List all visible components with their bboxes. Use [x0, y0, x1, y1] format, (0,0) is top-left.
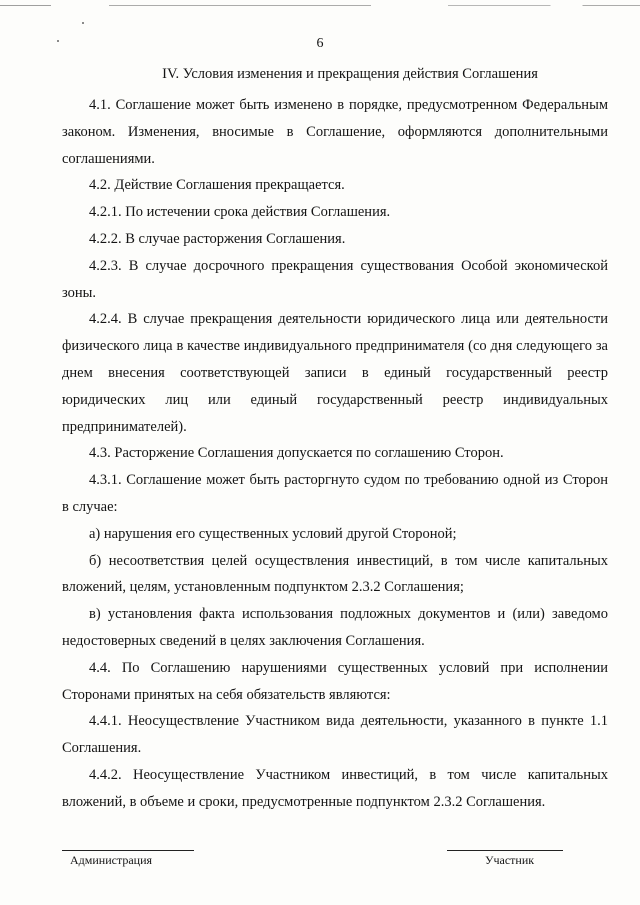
- signature-line-administration: [62, 850, 194, 851]
- paragraph-4-4: 4.4. По Соглашению нарушениями существенных условий при исполнении Сторонами принятых на себя обязательств являются:: [62, 659, 608, 703]
- signature-block: [62, 840, 608, 880]
- paragraph-4-1: 4.1. Соглашение может быть изменено в порядке, предусмотренном Федеральным законом. Изменения, вносимые в Соглашение, оформляются дополнительными соглашениями.: [62, 97, 608, 167]
- page-number: 6: [316, 36, 324, 51]
- paragraph-4-2-4: 4.2.4. В случае прекращения деятельности юридического лица или деятельности физического лица в качестве индивидуального предпринимателя (со дня следующего за днем внесения соответствующей записи в единый государственный реестр юридических лиц или единый государственный реестр индивидуальных предпринимателей).: [62, 311, 608, 435]
- paragraph-4-3-1: 4.3.1. Соглашение может быть расторгнуто судом по требованию одной из Сторон в случае:: [62, 472, 608, 515]
- paragraph-4-4-1: 4.4.1. Неосуществление Участником вида деятельности, указанного в пункте 1.1 Соглашения.: [62, 713, 608, 757]
- paragraph-4-2: 4.2. Действие Соглашения прекращается.: [89, 177, 345, 194]
- scan-edge-line: [0, 5, 640, 6]
- signature-label-administration: Администрация: [70, 853, 153, 867]
- paragraph-4-3: 4.3. Расторжение Соглашения допускается по соглашению Сторон.: [89, 445, 504, 462]
- section-title: IV. Условия изменения и прекращения действия Соглашения: [162, 66, 538, 82]
- paragraph-4-2-3: 4.2.3. В случае досрочного прекращения существования Особой экономической зоны.: [62, 257, 608, 301]
- paragraph-4-2-1: 4.2.1. По истечении срока действия Соглашения.: [89, 204, 391, 221]
- paragraph-4-2-2: 4.2.2. В случае расторжения Соглашения.: [89, 230, 346, 247]
- scan-speck: [82, 22, 84, 24]
- document-body: [62, 92, 608, 816]
- list-item-b: б) несоответствия целей осуществления инвестиций, в том числе капитальных вложений, целям, установленным подпунктом 2.3.2 Соглашения;: [62, 552, 608, 596]
- signature-label-participant: Участник: [485, 853, 535, 867]
- signature-line-participant: [447, 850, 563, 851]
- list-item-a: а) нарушения его существенных условий другой Стороной;: [89, 525, 457, 542]
- paragraph-4-4-2: 4.4.2. Неосуществление Участником инвестиций, в том числе капитальных вложений, в объеме и сроки, предусмотренные подпунктом 2.3.2 Соглашения.: [62, 766, 608, 810]
- list-item-v: в) установления факта использования подложных документов и (или) заведомо недостоверных сведений в целях заключения Соглашения.: [62, 606, 608, 649]
